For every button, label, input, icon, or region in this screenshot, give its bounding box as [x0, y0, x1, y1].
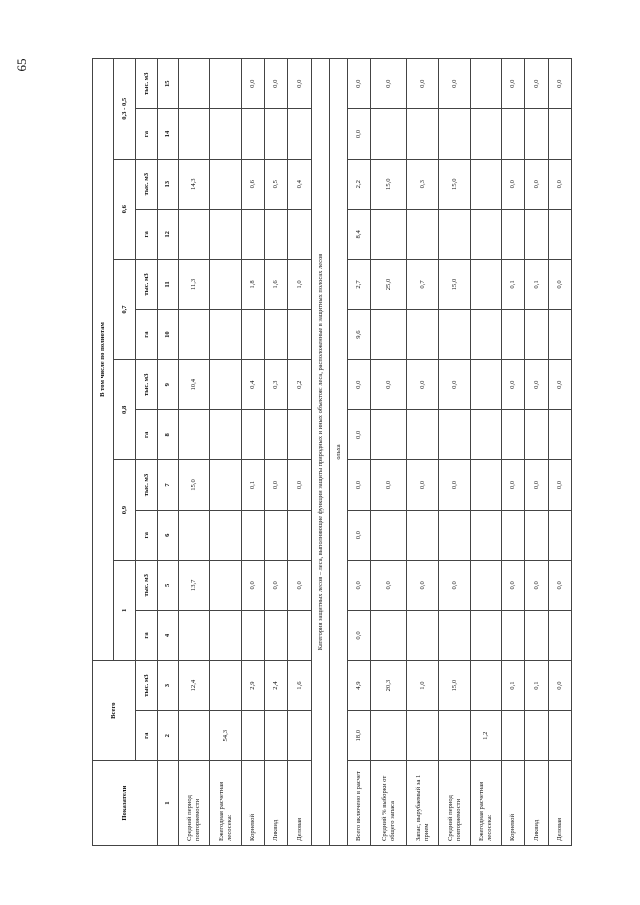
table-cell: [179, 310, 210, 360]
table-cell: [471, 661, 502, 711]
page-number: 65: [14, 58, 29, 72]
table-cell: [265, 109, 288, 159]
species-row: [330, 59, 348, 846]
unit-m3-header: тыс. м3: [136, 59, 158, 109]
table-cell: [288, 109, 312, 159]
row-label: Ежегодная расчетная лесосека:: [210, 761, 242, 846]
unit-m3-header: тыс. м3: [136, 159, 158, 209]
table-cell: [288, 310, 312, 360]
column-number: 12: [158, 209, 179, 259]
table-cell: 20,3: [371, 661, 407, 711]
table-cell: 0,0: [439, 560, 471, 610]
table-cell: 18,0: [348, 711, 371, 761]
column-number: 5: [158, 560, 179, 610]
column-number: 6: [158, 510, 179, 560]
table-cell: [265, 510, 288, 560]
table-cell: [471, 310, 502, 360]
table-cell: 0,1: [525, 661, 549, 711]
row-label: Деловая: [288, 761, 312, 846]
table-cell: 0,0: [348, 610, 371, 660]
table-cell: 0,0: [348, 510, 371, 560]
column-number: 11: [158, 259, 179, 309]
table-cell: [371, 510, 407, 560]
table-cell: 0,0: [407, 560, 439, 610]
table-cell: 0,3: [265, 360, 288, 410]
table-cell: 11,3: [179, 259, 210, 309]
rotated-table-wrapper: [92, 58, 590, 846]
table-cell: [179, 109, 210, 159]
density-group-header: 0,8: [114, 360, 136, 460]
table-cell: 0,0: [502, 59, 525, 109]
table-cell: [502, 410, 525, 460]
table-cell: 0,0: [525, 560, 549, 610]
column-number: 4: [158, 610, 179, 660]
table-cell: 0,0: [407, 59, 439, 109]
table-cell: [502, 510, 525, 560]
table-cell: [242, 310, 265, 360]
table-cell: [371, 209, 407, 259]
table-cell: [242, 610, 265, 660]
table-cell: [471, 209, 502, 259]
table-row: [549, 59, 572, 846]
table-cell: 0,1: [502, 259, 525, 309]
table-cell: [179, 510, 210, 560]
table-cell: 0,1: [242, 460, 265, 510]
category-row: [312, 59, 330, 846]
table-cell: 0,0: [265, 560, 288, 610]
table-cell: [371, 310, 407, 360]
row-label: Корневой: [502, 761, 525, 846]
species-name: ольха: [330, 59, 348, 846]
table-row: [210, 59, 242, 846]
table-cell: 0,0: [439, 460, 471, 510]
table-cell: [407, 310, 439, 360]
table-cell: [439, 410, 471, 460]
table-cell: [525, 209, 549, 259]
rotated-table-frame: [92, 58, 590, 846]
table-cell: 0,0: [525, 159, 549, 209]
table-cell: 1,6: [288, 661, 312, 711]
density-group-header: 0,7: [114, 259, 136, 359]
row-label: Корневой: [242, 761, 265, 846]
density-group-header: 0,3 - 0,5: [114, 59, 136, 160]
table-cell: [288, 209, 312, 259]
table-cell: [210, 310, 242, 360]
density-group-header: 1: [114, 560, 136, 660]
table-cell: [265, 410, 288, 460]
table-cell: [179, 410, 210, 460]
table-cell: 1,2: [471, 711, 502, 761]
table-cell: 0,0: [525, 59, 549, 109]
table-cell: [210, 59, 242, 109]
row-label: Ежегодная расчетная лесосека:: [471, 761, 502, 846]
table-cell: 0,0: [371, 560, 407, 610]
table-cell: 0,1: [502, 661, 525, 711]
row-label: Средний период повторяемости: [439, 761, 471, 846]
column-number: 14: [158, 109, 179, 159]
table-cell: 10,4: [179, 360, 210, 410]
table-cell: 1,6: [265, 259, 288, 309]
table-row: [525, 59, 549, 846]
table-cell: [179, 59, 210, 109]
table-cell: 15,0: [179, 460, 210, 510]
table-cell: 0,0: [549, 59, 572, 109]
unit-ha-header: га: [136, 610, 158, 660]
column-number: 7: [158, 460, 179, 510]
table-row: [371, 59, 407, 846]
table-cell: [439, 209, 471, 259]
unit-m3-header: тыс. м3: [136, 460, 158, 510]
table-cell: 0,2: [288, 360, 312, 410]
unit-m3-header: тыс. м3: [136, 360, 158, 410]
density-group-header: 0,9: [114, 460, 136, 560]
table-cell: 0,4: [242, 360, 265, 410]
column-number: 2: [158, 711, 179, 761]
table-cell: [471, 259, 502, 309]
table-cell: 0,0: [288, 460, 312, 510]
table-cell: [210, 560, 242, 610]
table-cell: [525, 610, 549, 660]
table-cell: 0,0: [549, 259, 572, 309]
table-cell: 15,0: [439, 661, 471, 711]
table-row: [471, 59, 502, 846]
table-cell: [265, 209, 288, 259]
table-cell: [371, 109, 407, 159]
table-cell: 0,0: [265, 59, 288, 109]
table-cell: [179, 209, 210, 259]
table-cell: [549, 410, 572, 460]
indicators-header: Показатели: [93, 761, 158, 846]
table-cell: [242, 109, 265, 159]
table-cell: 2,4: [265, 661, 288, 711]
unit-m3-header: тыс. м3: [136, 661, 158, 711]
table-cell: [179, 610, 210, 660]
table-cell: [210, 410, 242, 460]
column-number: 9: [158, 360, 179, 410]
table-cell: 0,0: [348, 410, 371, 460]
table-cell: [371, 610, 407, 660]
column-number: 3: [158, 661, 179, 711]
table-cell: [549, 109, 572, 159]
table-cell: [471, 59, 502, 109]
unit-ha-header: га: [136, 310, 158, 360]
table-cell: 0,0: [549, 560, 572, 610]
table-row: [265, 59, 288, 846]
table-cell: 0,0: [371, 59, 407, 109]
table-cell: 1,8: [242, 259, 265, 309]
density-group-header: 0,6: [114, 159, 136, 259]
row-label: Средний период повторяемости: [179, 761, 210, 846]
unit-ha-header: га: [136, 109, 158, 159]
table-row: [348, 59, 371, 846]
table-cell: [407, 510, 439, 560]
table-cell: [210, 259, 242, 309]
unit-ha-header: га: [136, 711, 158, 761]
unit-m3-header: тыс. м3: [136, 560, 158, 610]
table-cell: 0,1: [525, 259, 549, 309]
row-label: Ликвид: [525, 761, 549, 846]
table-cell: 0,0: [502, 560, 525, 610]
table-cell: 0,0: [407, 360, 439, 410]
table-cell: [210, 510, 242, 560]
table-cell: [471, 109, 502, 159]
table-cell: 0,0: [348, 560, 371, 610]
table-cell: [439, 711, 471, 761]
table-cell: [502, 610, 525, 660]
table-cell: [242, 410, 265, 460]
table-cell: [210, 159, 242, 209]
table-cell: [210, 610, 242, 660]
table-cell: [525, 410, 549, 460]
table-cell: [407, 109, 439, 159]
table-cell: [471, 159, 502, 209]
table-cell: [439, 109, 471, 159]
table-cell: 0,7: [407, 259, 439, 309]
column-number: 1: [158, 761, 179, 846]
table-cell: 0,0: [549, 460, 572, 510]
table-cell: 0,0: [288, 560, 312, 610]
table-cell: [210, 109, 242, 159]
table-cell: 0,0: [439, 59, 471, 109]
table-cell: 1,0: [407, 661, 439, 711]
table-cell: [439, 610, 471, 660]
table-cell: 0,0: [549, 159, 572, 209]
table-cell: 0,0: [371, 460, 407, 510]
table-cell: [210, 460, 242, 510]
table-cell: 0,0: [348, 360, 371, 410]
unit-m3-header: тыс. м3: [136, 259, 158, 309]
table-cell: 25,0: [371, 259, 407, 309]
table-cell: [439, 310, 471, 360]
table-cell: 0,0: [288, 59, 312, 109]
table-cell: 0,6: [242, 159, 265, 209]
row-label: Ликвид: [265, 761, 288, 846]
table-cell: [471, 460, 502, 510]
table-cell: [502, 209, 525, 259]
table-row: [439, 59, 471, 846]
table-cell: [407, 711, 439, 761]
table-row: [407, 59, 439, 846]
table-cell: [439, 510, 471, 560]
table-cell: 2,2: [348, 159, 371, 209]
row-label: Запас, вырубаемый за 1 прием: [407, 761, 439, 846]
table-cell: [549, 209, 572, 259]
table-cell: [549, 610, 572, 660]
table-cell: 0,0: [265, 460, 288, 510]
table-cell: [502, 109, 525, 159]
table-cell: [471, 410, 502, 460]
table-cell: 0,0: [348, 59, 371, 109]
table-cell: [471, 610, 502, 660]
table-cell: [407, 209, 439, 259]
table-cell: [288, 711, 312, 761]
table-cell: [210, 661, 242, 711]
table-cell: [407, 410, 439, 460]
table-cell: 0,0: [502, 360, 525, 410]
table-cell: 2,9: [242, 661, 265, 711]
table-row: [502, 59, 525, 846]
row-label: Средний % выборки от общего запаса: [371, 761, 407, 846]
table-cell: 0,0: [502, 460, 525, 510]
table-cell: [549, 310, 572, 360]
column-number: 10: [158, 310, 179, 360]
table-cell: 0,0: [407, 460, 439, 510]
by-density-header: В том числе по полнотам: [93, 59, 114, 661]
row-label: Всего включено в расчет: [348, 761, 371, 846]
table-cell: [525, 711, 549, 761]
table-cell: 0,0: [348, 460, 371, 510]
table-cell: [242, 711, 265, 761]
table-cell: 15,0: [371, 159, 407, 209]
table-cell: 0,5: [265, 159, 288, 209]
table-cell: 13,7: [179, 560, 210, 610]
table-cell: 0,4: [288, 159, 312, 209]
table-row: [288, 59, 312, 846]
total-header: Всего: [93, 661, 136, 761]
table-cell: 0,0: [549, 661, 572, 711]
table-cell: [288, 410, 312, 460]
table-cell: 0,0: [348, 109, 371, 159]
table-cell: [471, 560, 502, 610]
table-cell: [242, 209, 265, 259]
unit-ha-header: га: [136, 209, 158, 259]
table-cell: 0,0: [242, 560, 265, 610]
table-cell: [502, 310, 525, 360]
table-cell: [371, 410, 407, 460]
table-cell: 2,7: [348, 259, 371, 309]
table-cell: [179, 711, 210, 761]
table-cell: 0,0: [525, 360, 549, 410]
table-cell: [265, 310, 288, 360]
table-cell: [242, 510, 265, 560]
table-cell: 14,3: [179, 159, 210, 209]
table-row: [242, 59, 265, 846]
table-cell: 1,0: [288, 259, 312, 309]
column-number: 15: [158, 59, 179, 109]
table-cell: [549, 711, 572, 761]
column-number: 8: [158, 410, 179, 460]
table-cell: [471, 510, 502, 560]
table-cell: [525, 109, 549, 159]
category-title: Категория защитных лесов – леса, выполняющие функции защиты природных и иных объектов: леса, расположенные в защитных полосах лесов: [312, 59, 330, 846]
table-cell: [288, 610, 312, 660]
table-cell: 8,4: [348, 209, 371, 259]
unit-ha-header: га: [136, 510, 158, 560]
table-cell: 0,0: [502, 159, 525, 209]
table-cell: 15,0: [439, 159, 471, 209]
table-cell: 0,0: [525, 460, 549, 510]
forest-density-table: [92, 58, 572, 846]
table-cell: 0,3: [407, 159, 439, 209]
row-label: Деловая: [549, 761, 572, 846]
table-cell: [502, 711, 525, 761]
table-cell: [288, 510, 312, 560]
unit-ha-header: га: [136, 410, 158, 460]
table-cell: 4,9: [348, 661, 371, 711]
table-cell: [407, 610, 439, 660]
table-cell: 0,0: [549, 360, 572, 410]
table-cell: 12,4: [179, 661, 210, 711]
table-cell: [549, 510, 572, 560]
table-cell: [210, 360, 242, 410]
table-row: [179, 59, 210, 846]
table-cell: 9,6: [348, 310, 371, 360]
table-cell: [471, 360, 502, 410]
table-cell: 54,3: [210, 711, 242, 761]
table-cell: [265, 610, 288, 660]
table-cell: 0,0: [371, 360, 407, 410]
table-cell: [371, 711, 407, 761]
table-cell: 15,0: [439, 259, 471, 309]
table-cell: 0,0: [439, 360, 471, 410]
table-cell: [525, 510, 549, 560]
table-cell: 0,0: [242, 59, 265, 109]
table-cell: [525, 310, 549, 360]
table-cell: [265, 711, 288, 761]
table-cell: [210, 209, 242, 259]
column-number: 13: [158, 159, 179, 209]
